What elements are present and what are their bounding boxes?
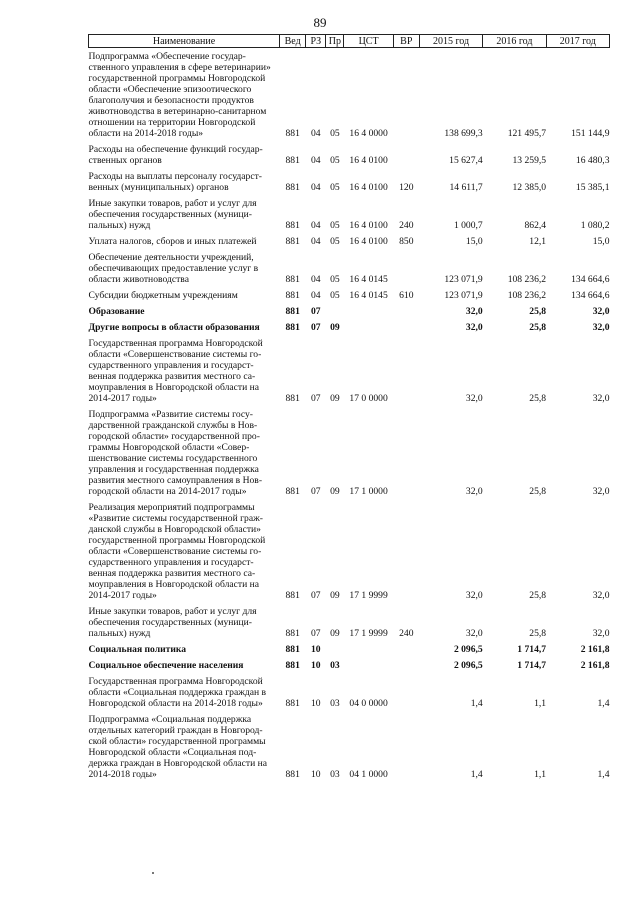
cell-2017: 32,0 <box>592 628 610 639</box>
cell-vr: 120 <box>399 182 414 193</box>
cell-cst: 17 0 0000 <box>349 393 388 404</box>
cell-rz: 04 <box>310 182 321 193</box>
cell-name: Обеспечение деятельности учреждений, обеспечивающих предоставление услуг в области животноводства <box>88 252 259 285</box>
cell-rz: 10 <box>310 769 321 780</box>
table-row <box>89 287 610 303</box>
cell-cst: 04 0 0000 <box>349 698 388 709</box>
header-rz: РЗ <box>306 35 326 48</box>
table-row <box>89 48 610 142</box>
cell-rz: 07 <box>310 486 321 497</box>
cell-rz: 07 <box>310 590 321 601</box>
cell-2015: 123 071,9 <box>444 274 483 285</box>
cell-2016: 108 236,2 <box>507 290 547 301</box>
cell-2015: 2 096,5 <box>453 644 483 655</box>
cell-pr: 05 <box>330 290 340 301</box>
header-ved: Вед <box>280 35 306 48</box>
cell-2016: 1,1 <box>534 698 547 709</box>
cell-2017: 32,0 <box>592 590 610 601</box>
cell-ved: 881 <box>285 236 300 247</box>
cell-2015: 2 096,5 <box>453 660 483 671</box>
cell-2017: 134 664,6 <box>571 290 610 301</box>
cell-2015: 1 000,7 <box>453 220 483 231</box>
cell-cst: 17 1 9999 <box>349 590 388 601</box>
cell-2017: 16 480,3 <box>575 155 610 166</box>
cell-pr: 09 <box>330 486 340 497</box>
cell-ved: 881 <box>285 660 300 671</box>
cell-2015: 32,0 <box>465 322 483 333</box>
cell-name: Подпрограмма «Обеспечение государ-ственного управления в сфере ветеринарии» государственной программы Новгородской области «Обеспечение эпизоотического благополучия и безопасности продуктов животноводства в ветеринарно-санитарном отношении на территории Новгородской области на 2014-2018 годы» <box>88 51 271 139</box>
cell-name: Реализация мероприятий подпрограммы «Развитие системы государственной граж-данской службы в Новгородской области» государственной программы Новгородской области «Совершенствование системы го-сударственного управления и государст-венная поддержка развития местного са-моуправления в Новгородской области на 2014-2017 годы» <box>88 502 266 601</box>
cell-2017: 32,0 <box>592 306 610 317</box>
cell-pr: 05 <box>330 155 340 166</box>
cell-name: Уплата налогов, сборов и иных платежей <box>88 236 257 247</box>
cell-ved: 881 <box>285 628 300 639</box>
cell-rz: 04 <box>310 274 321 285</box>
cell-2016: 25,8 <box>529 628 547 639</box>
cell-cst <box>344 319 393 335</box>
cell-2015: 1,4 <box>470 769 483 780</box>
table-row <box>89 303 610 319</box>
header-2017: 2017 год <box>546 35 609 48</box>
cell-ved: 881 <box>285 182 300 193</box>
cell-cst: 04 1 0000 <box>349 769 388 780</box>
cell-2016: 25,8 <box>529 590 547 601</box>
cell-rz: 04 <box>310 155 321 166</box>
cell-cst: 17 1 9999 <box>349 628 388 639</box>
cell-rz: 10 <box>310 698 321 709</box>
cell-pr: 09 <box>330 590 340 601</box>
cell-2015: 14 611,7 <box>449 182 483 193</box>
cell-cst: 16 4 0145 <box>349 290 388 301</box>
cell-vr: 240 <box>399 628 414 639</box>
cell-name: Иные закупки товаров, работ и услуг для обеспечения государственных (муници-пальных) нужд <box>88 198 257 231</box>
cell-vr <box>393 303 419 319</box>
cell-ved: 881 <box>285 393 300 404</box>
header-row <box>89 35 610 48</box>
cell-2015: 32,0 <box>465 393 483 404</box>
cell-pr: 05 <box>330 274 340 285</box>
cell-vr <box>393 499 419 603</box>
cell-vr <box>393 406 419 499</box>
table-row <box>89 711 610 782</box>
cell-2016: 121 495,7 <box>507 128 547 139</box>
cell-2016: 13 259,5 <box>512 155 547 166</box>
cell-name: Государственная программа Новгородской области «Социальная поддержка граждан в Новгородской области на 2014-2018 годы» <box>88 676 267 709</box>
table-row <box>89 499 610 603</box>
cell-2017: 1 080,2 <box>580 220 610 231</box>
cell-vr <box>393 48 419 142</box>
cell-cst <box>344 657 393 673</box>
cell-pr: 09 <box>330 628 340 639</box>
cell-vr <box>393 249 419 287</box>
cell-ved: 881 <box>285 274 300 285</box>
cell-2016: 1 714,7 <box>517 644 547 655</box>
cell-rz: 04 <box>310 290 321 301</box>
cell-2015: 1,4 <box>470 698 483 709</box>
cell-pr: 03 <box>330 769 340 780</box>
cell-pr: 03 <box>330 698 340 709</box>
cell-ved: 881 <box>285 698 300 709</box>
cell-pr: 05 <box>330 128 340 139</box>
header-name: Наименование <box>89 35 280 48</box>
cell-2017: 32,0 <box>592 393 610 404</box>
cell-pr: 05 <box>330 182 340 193</box>
cell-ved: 881 <box>285 306 300 317</box>
cell-2015: 32,0 <box>465 486 483 497</box>
cell-ved: 881 <box>285 769 300 780</box>
cell-vr: 240 <box>399 220 414 231</box>
header-2015: 2015 год <box>419 35 482 48</box>
table-row <box>89 673 610 711</box>
cell-name: Подпрограмма «Социальная поддержка отдельных категорий граждан в Новгород-ской области» государственной программы Новгородской области «Социальная под-держка граждан в Новгородской области на 2014-2018 годы» <box>88 714 268 780</box>
cell-2017: 1,4 <box>597 698 610 709</box>
cell-2015: 32,0 <box>465 306 483 317</box>
cell-2016: 862,4 <box>524 220 547 231</box>
table-row <box>89 657 610 673</box>
header-cst: ЦСТ <box>344 35 393 48</box>
cell-2015: 15 627,4 <box>449 155 483 166</box>
cell-2015: 32,0 <box>465 590 483 601</box>
cell-vr <box>393 711 419 782</box>
cell-vr <box>393 641 419 657</box>
cell-vr: 850 <box>399 236 414 247</box>
cell-2017: 2 161,8 <box>580 644 610 655</box>
cell-rz: 04 <box>310 128 321 139</box>
cell-pr <box>326 303 344 319</box>
cell-vr <box>393 657 419 673</box>
cell-cst: 16 4 0145 <box>349 274 388 285</box>
header-2016: 2016 год <box>483 35 546 48</box>
page-number: 89 <box>313 15 327 30</box>
table-row <box>89 195 610 233</box>
table-row <box>89 141 610 168</box>
table-row <box>89 319 610 335</box>
cell-vr <box>393 141 419 168</box>
cell-2017: 32,0 <box>592 486 610 497</box>
cell-ved: 881 <box>285 590 300 601</box>
budget-table <box>88 34 610 782</box>
cell-name: Расходы на обеспечение функций государ-ственных органов <box>88 144 263 166</box>
cell-name: Другие вопросы в области образования <box>88 322 260 333</box>
cell-ved: 881 <box>285 290 300 301</box>
table-row <box>89 406 610 499</box>
cell-2016: 108 236,2 <box>507 274 547 285</box>
cell-2015: 123 071,9 <box>444 290 483 301</box>
cell-2015: 138 699,3 <box>444 128 483 139</box>
cell-vr <box>393 319 419 335</box>
cell-pr: 05 <box>330 220 340 231</box>
cell-rz: 04 <box>310 236 321 247</box>
cell-pr: 09 <box>330 322 340 333</box>
cell-name: Образование <box>88 306 145 317</box>
cell-2016: 12,1 <box>529 236 547 247</box>
cell-pr: 09 <box>330 393 340 404</box>
cell-ved: 881 <box>285 155 300 166</box>
cell-rz: 07 <box>310 393 321 404</box>
cell-rz: 07 <box>310 322 321 333</box>
cell-2016: 25,8 <box>529 393 547 404</box>
cell-2016: 25,8 <box>529 322 547 333</box>
cell-2017: 134 664,6 <box>571 274 610 285</box>
cell-2017: 32,0 <box>592 322 610 333</box>
cell-name: Социальная политика <box>88 644 187 655</box>
cell-ved: 881 <box>285 644 300 655</box>
cell-2016: 25,8 <box>529 486 547 497</box>
cell-ved: 881 <box>285 322 300 333</box>
cell-vr: 610 <box>399 290 414 301</box>
cell-rz: 07 <box>310 306 321 317</box>
cell-pr: 03 <box>330 660 340 671</box>
cell-2016: 12 385,0 <box>512 182 547 193</box>
cell-cst <box>344 303 393 319</box>
cell-2015: 32,0 <box>465 628 483 639</box>
cell-name: Расходы на выплаты персоналу государст-венных (муниципальных) органов <box>88 171 262 193</box>
cell-rz: 04 <box>310 220 321 231</box>
scan-speck <box>152 872 154 874</box>
cell-2016: 25,8 <box>529 306 547 317</box>
cell-cst: 16 4 0100 <box>349 220 388 231</box>
cell-pr <box>326 641 344 657</box>
cell-pr: 05 <box>330 236 340 247</box>
table-row <box>89 335 610 406</box>
cell-name: Социальное обеспечение населения <box>88 660 244 671</box>
table-row <box>89 603 610 641</box>
table-row <box>89 249 610 287</box>
cell-2017: 15 385,1 <box>575 182 610 193</box>
cell-ved: 881 <box>285 128 300 139</box>
cell-2017: 1,4 <box>597 769 610 780</box>
cell-cst: 16 4 0100 <box>349 182 388 193</box>
header-vr: ВР <box>393 35 419 48</box>
cell-2017: 15,0 <box>592 236 610 247</box>
cell-rz: 10 <box>310 660 321 671</box>
table-row <box>89 641 610 657</box>
cell-2017: 2 161,8 <box>580 660 610 671</box>
cell-cst: 16 4 0000 <box>349 128 388 139</box>
cell-cst: 17 1 0000 <box>349 486 388 497</box>
cell-2016: 1 714,7 <box>517 660 547 671</box>
cell-2017: 151 144,9 <box>571 128 610 139</box>
cell-name: Подпрограмма «Развитие системы госу-дарственной гражданской службы в Нов-городской области» государственной про-граммы Новгородской области «Совер-шенствование системы государственного управления и государственная поддержка развития местного самоуправления в Нов-городской области на 2014-2017 годы» <box>88 409 263 497</box>
cell-rz: 07 <box>310 628 321 639</box>
cell-cst: 16 4 0100 <box>349 155 388 166</box>
cell-ved: 881 <box>285 486 300 497</box>
cell-vr <box>393 673 419 711</box>
cell-2015: 15,0 <box>465 236 483 247</box>
cell-name: Субсидии бюджетным учреждениям <box>88 290 238 301</box>
cell-cst <box>344 641 393 657</box>
cell-ved: 881 <box>285 220 300 231</box>
cell-vr <box>393 335 419 406</box>
header-pr: Пр <box>326 35 344 48</box>
cell-2016: 1,1 <box>534 769 547 780</box>
table-row <box>89 168 610 195</box>
cell-name: Государственная программа Новгородской области «Совершенствование системы го-сударственного управления и государст-венная поддержка развития местного са-моуправления в Новгородской области на 2014-2017 годы» <box>88 338 263 404</box>
cell-rz: 10 <box>310 644 321 655</box>
cell-cst: 16 4 0100 <box>349 236 388 247</box>
cell-name: Иные закупки товаров, работ и услуг для обеспечения государственных (муници-пальных) нужд <box>88 606 257 639</box>
table-row <box>89 233 610 249</box>
